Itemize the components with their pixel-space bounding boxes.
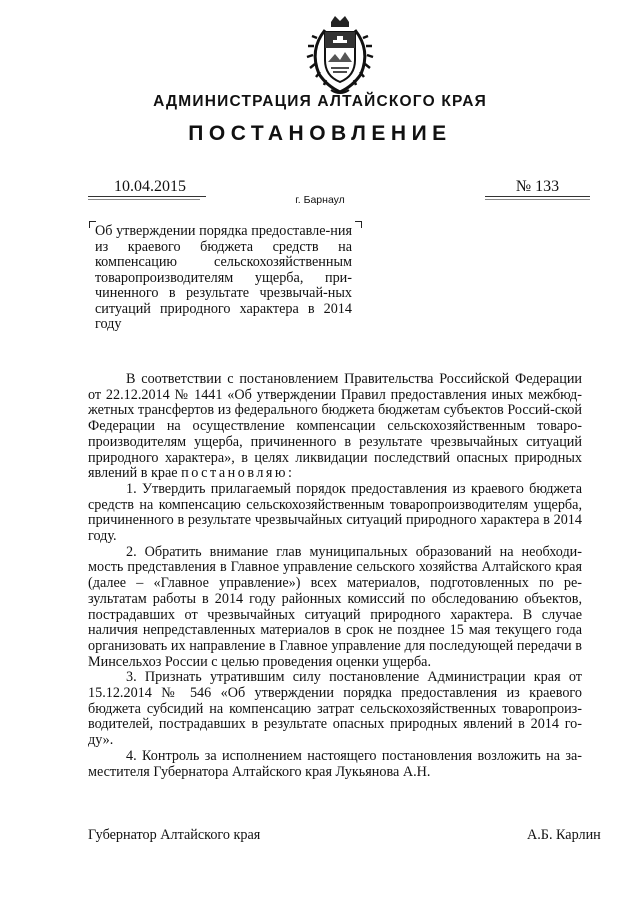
decree-word: постановляю: <box>181 465 295 482</box>
intro-paragraph <box>88 372 582 482</box>
organization-title: АДМИНИСТРАЦИЯ АЛТАЙСКОГО КРАЯ <box>153 93 487 110</box>
item-2: 2. Обратить внимание глав муниципальных образований на необходи-мость представления в Главное управление сельского хозяйства Алтайского края (далее – «Главное управление») всех материалов, подготовленных по ре-зультатам работы в 2014 году районных комиссий по обследованию объектов, пострадавших от чрезвычайных ситуаций природного характера. В случае наличия непредставленных материалов в срок не позднее 15 мая текущего года организовать их направление в Главное управление для последующей передачи в Минсельхоз России с целью проведения оценки ущерба. <box>88 543 582 670</box>
subject-corner-right <box>355 221 362 228</box>
number-underline <box>485 199 590 200</box>
item-1: 1. Утвердить прилагаемый порядок предоставления из краевого бюджета средств на компенсацию сельскохозяйственным товаропроизводителям ущерба, причиненного в результате чрезвычайных ситуаций природного характера в 2014 году. <box>88 480 582 545</box>
city-label: г. Барнаул <box>295 194 345 206</box>
document-subject: Об утверждении порядка предоставле-ния из краевого бюджета средств на компенсацию сельскохозяйственным товаропроизводителям ущерба, при-чиненного в результате чрезвычай-ных ситуаций природного характера в 2014 году <box>95 223 352 332</box>
document-date: 10.04.2015 <box>88 178 206 197</box>
item-4: 4. Контроль за исполнением настоящего постановления возложить на за-местителя Губернатора Алтайского края Лукьянова А.Н. <box>88 747 582 780</box>
document-type-title: ПОСТАНОВЛЕНИЕ <box>188 122 452 145</box>
altai-krai-coat-of-arms-icon <box>295 10 385 100</box>
intro-text: В соответствии с постановлением Правительства Российской Федерации от 22.12.2014 № 1441 «Об утверждении Правил предоставления иных межбюд-жетных трансфертов из федерального бюджета бюджетам субъектов Россий-ской Федерации на осуществление компенсации сельскохозяйственным товаро-производителям ущерба, причиненного в результате чрезвычайных ситуаций природного характера», в целях ликвидации последствий опасных природных явлений в крае <box>88 371 582 482</box>
document-body <box>88 372 582 780</box>
item-3: 3. Признать утратившим силу постановление Администрации края от 15.12.2014 № 546 «Об утверждении порядка предоставления из краевого бюджета субсидий на компенсацию затрат сельскохозяйственных товаропроиз-водителей, пострадавших в результате опасных природных явлений в 2014 го-ду». <box>88 669 582 749</box>
document-number: № 133 <box>485 178 590 197</box>
signatory-name: А.Б. Карлин <box>527 827 601 843</box>
signatory-position: Губернатор Алтайского края <box>88 827 261 843</box>
